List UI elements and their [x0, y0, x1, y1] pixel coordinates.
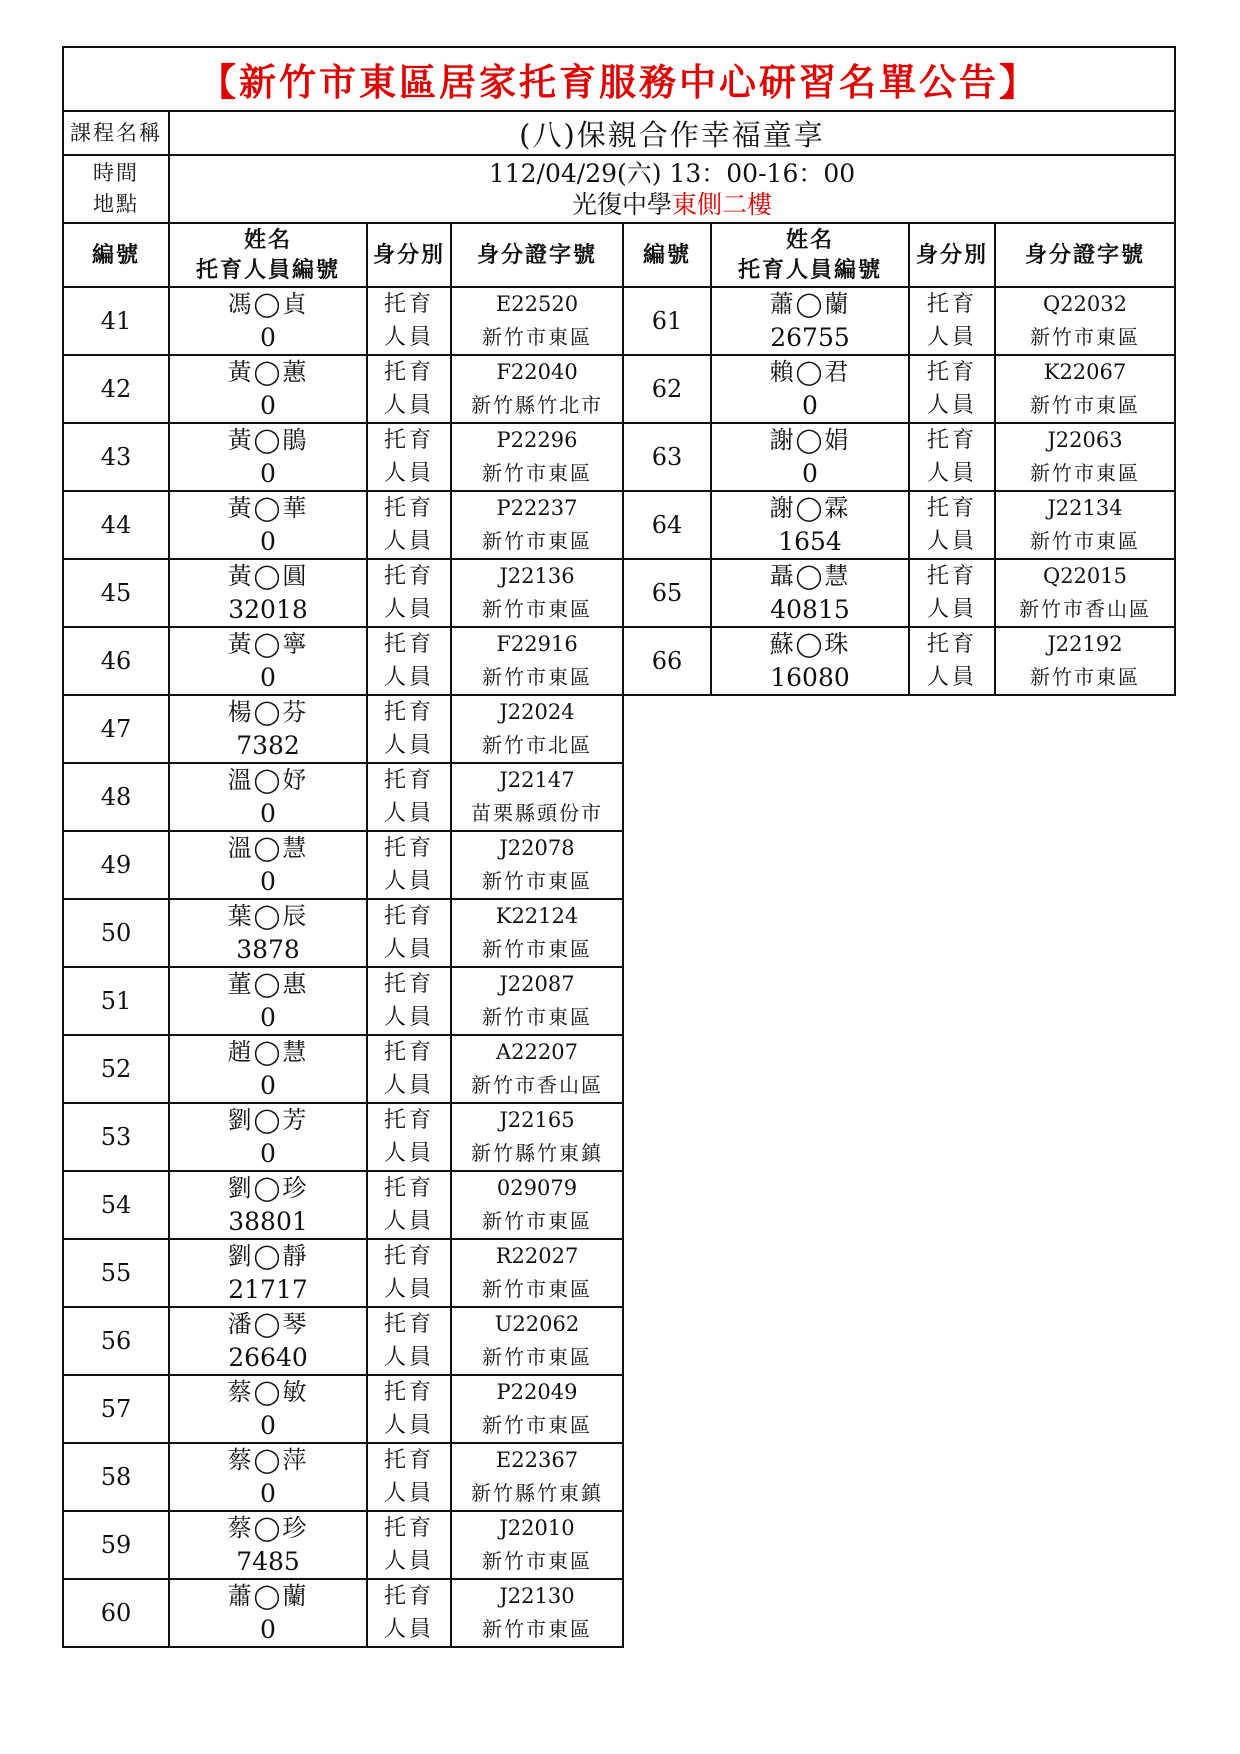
role-line1: 托育: [383, 1244, 434, 1269]
participant-id-cell: [995, 559, 1175, 627]
participant-name-cell: [169, 1035, 367, 1103]
role-line1: 托育: [383, 1584, 434, 1609]
role-line1: 托育: [383, 1040, 434, 1065]
participant-id-cell: [451, 1103, 623, 1171]
participant-name: 溫◯慧: [227, 834, 309, 862]
participant-name-cell: [169, 491, 367, 559]
participant-name: 董◯惠: [227, 970, 309, 998]
column-header-row: [63, 223, 1175, 287]
participant-role-cell: [367, 1579, 451, 1647]
id-number: Q22015: [1042, 564, 1128, 588]
participant-role-cell: [367, 1035, 451, 1103]
participant-name: 黃◯鵑: [227, 426, 309, 454]
residence-area: 新竹市東區: [482, 529, 592, 553]
participant-name-cell: [169, 831, 367, 899]
residence-area: 新竹市東區: [482, 665, 592, 689]
role-line2: 人員: [383, 801, 434, 826]
participant-number: 60: [63, 1579, 169, 1647]
participant-name-cell: [711, 423, 909, 491]
participant-name: 趙◯慧: [227, 1038, 309, 1066]
residence-area: 新竹市東區: [1030, 529, 1140, 553]
residence-area: 新竹市東區: [482, 325, 592, 349]
table-row: [63, 423, 1175, 491]
caregiver-code: 0: [260, 1479, 276, 1508]
course-label: 課程名稱: [63, 111, 169, 155]
id-number: P22237: [496, 496, 578, 520]
residence-area: 新竹市東區: [482, 461, 592, 485]
id-number: J22078: [499, 836, 575, 860]
caregiver-code: 0: [260, 1411, 276, 1440]
role-line1: 托育: [383, 632, 434, 657]
role-line2: 人員: [383, 1141, 434, 1166]
role-line2: 人員: [383, 393, 434, 418]
participant-role-cell: [367, 1307, 451, 1375]
participant-number: 45: [63, 559, 169, 627]
participant-role-cell: [909, 423, 995, 491]
participant-name-cell: [169, 967, 367, 1035]
residence-area: 新竹市東區: [1030, 461, 1140, 485]
participant-number: 61: [623, 287, 711, 355]
caregiver-code: 38801: [228, 1207, 308, 1236]
participant-name: 黃◯寧: [227, 630, 309, 658]
role-line1: 托育: [383, 496, 434, 521]
participant-role-cell: [367, 491, 451, 559]
participant-number: 56: [63, 1307, 169, 1375]
participant-id-cell: [451, 899, 623, 967]
table-row: [63, 287, 1175, 355]
participant-name: 葉◯辰: [227, 902, 309, 930]
participant-role-cell: [367, 967, 451, 1035]
participant-role-cell: [367, 1375, 451, 1443]
participant-name: 蘇◯珠: [769, 630, 851, 658]
role-line1: 托育: [383, 360, 434, 385]
participant-role-cell: [367, 355, 451, 423]
role-line2: 人員: [926, 393, 977, 418]
participant-number: 48: [63, 763, 169, 831]
venue-main: 光復中學: [571, 190, 672, 219]
participant-id-cell: [995, 355, 1175, 423]
participant-name-cell: [169, 627, 367, 695]
participant-name-cell: [169, 1307, 367, 1375]
participant-number: 47: [63, 695, 169, 763]
role-line1: 托育: [383, 292, 434, 317]
participant-id-cell: [451, 1035, 623, 1103]
role-line1: 托育: [383, 564, 434, 589]
participant-number: 65: [623, 559, 711, 627]
caregiver-code: 0: [260, 527, 276, 556]
id-number: J22165: [499, 1108, 575, 1132]
role-line1: 托育: [383, 836, 434, 861]
participant-name: 黃◯蕙: [227, 358, 309, 386]
role-line2: 人員: [383, 1209, 434, 1234]
id-number: 029079: [496, 1176, 578, 1200]
participant-name: 黃◯華: [227, 494, 309, 522]
participant-name: 馮◯貞: [227, 290, 309, 318]
residence-area: 新竹市東區: [482, 869, 592, 893]
role-line2: 人員: [383, 937, 434, 962]
role-line1: 托育: [383, 1176, 434, 1201]
participant-number: 55: [63, 1239, 169, 1307]
caregiver-code: 0: [260, 323, 276, 352]
role-line1: 托育: [926, 496, 977, 521]
role-line2: 人員: [383, 733, 434, 758]
header-role: 身分別: [909, 223, 995, 287]
id-number: J22130: [499, 1584, 575, 1608]
caregiver-code: 0: [260, 1071, 276, 1100]
participant-number: 58: [63, 1443, 169, 1511]
header-name-line2: 托育人員編號: [737, 257, 882, 283]
header-no: 編號: [63, 223, 169, 287]
residence-area: 苗栗縣頭份市: [471, 801, 603, 825]
participant-id-cell: [995, 423, 1175, 491]
caregiver-code: 26640: [228, 1343, 308, 1372]
id-number: R22027: [495, 1244, 579, 1268]
id-number: E22520: [495, 292, 579, 316]
participant-name-cell: [711, 559, 909, 627]
residence-area: 新竹市東區: [482, 1549, 592, 1573]
participant-name-cell: [169, 763, 367, 831]
role-line1: 托育: [926, 428, 977, 453]
participant-number: 54: [63, 1171, 169, 1239]
role-line1: 托育: [383, 700, 434, 725]
header-name: [711, 223, 909, 287]
time-place-value: [169, 155, 1175, 223]
participant-name-cell: [169, 1171, 367, 1239]
id-number: J22147: [499, 768, 575, 792]
role-line2: 人員: [383, 869, 434, 894]
participant-role-cell: [367, 1171, 451, 1239]
participant-id-cell: [451, 1579, 623, 1647]
role-line1: 托育: [383, 768, 434, 793]
table-row: [63, 491, 1175, 559]
participant-role-cell: [367, 1239, 451, 1307]
caregiver-code: 0: [260, 391, 276, 420]
participant-role-cell: [909, 559, 995, 627]
role-line2: 人員: [383, 1005, 434, 1030]
role-line2: 人員: [383, 529, 434, 554]
participant-name-cell: [711, 627, 909, 695]
participant-role-cell: [367, 899, 451, 967]
residence-area: 新竹市東區: [482, 597, 592, 621]
participant-number: 62: [623, 355, 711, 423]
participant-role-cell: [367, 1103, 451, 1171]
participant-name-cell: [169, 695, 367, 763]
venue: [170, 189, 1174, 220]
caregiver-code: 0: [260, 1139, 276, 1168]
participant-id-cell: [451, 695, 623, 763]
id-number: J22134: [1047, 496, 1123, 520]
participant-number: 66: [623, 627, 711, 695]
participant-role-cell: [367, 763, 451, 831]
participant-role-cell: [909, 627, 995, 695]
participant-id-cell: [995, 627, 1175, 695]
participant-number: 64: [623, 491, 711, 559]
caregiver-code: 1654: [778, 527, 842, 556]
participant-name: 謝◯娟: [769, 426, 851, 454]
participant-name: 劉◯珍: [227, 1174, 309, 1202]
role-line2: 人員: [926, 461, 977, 486]
participant-name: 溫◯妤: [227, 766, 309, 794]
participant-role-cell: [909, 491, 995, 559]
participant-number: 59: [63, 1511, 169, 1579]
participant-number: 41: [63, 287, 169, 355]
participant-id-cell: [451, 967, 623, 1035]
role-line2: 人員: [383, 1073, 434, 1098]
caregiver-code: 32018: [228, 595, 308, 624]
place-label: 地點: [93, 192, 139, 216]
role-line1: 托育: [383, 428, 434, 453]
header-name-line1: 姓名: [785, 227, 834, 253]
time-place-label: [63, 155, 169, 223]
caregiver-code: 16080: [770, 663, 850, 692]
participant-id-cell: [451, 559, 623, 627]
residence-area: 新竹市東區: [482, 1005, 592, 1029]
table-row: [63, 559, 1175, 627]
caregiver-code: 3878: [236, 935, 300, 964]
role-line1: 托育: [383, 904, 434, 929]
participant-number: 43: [63, 423, 169, 491]
id-number: F22916: [496, 632, 578, 656]
participant-name-cell: [169, 423, 367, 491]
table-row: [63, 695, 1175, 763]
participant-name-cell: [169, 1511, 367, 1579]
header-id: 身分證字號: [995, 223, 1175, 287]
role-line2: 人員: [383, 461, 434, 486]
id-number: K22067: [1043, 360, 1127, 384]
participant-name: 謝◯霖: [769, 494, 851, 522]
participant-role-cell: [367, 1511, 451, 1579]
caregiver-code: 7382: [236, 731, 300, 760]
residence-area: 新竹縣竹北市: [471, 393, 603, 417]
caregiver-code: 0: [260, 459, 276, 488]
caregiver-code: 26755: [770, 323, 850, 352]
residence-area: 新竹縣竹東鎮: [471, 1481, 603, 1505]
role-line2: 人員: [926, 325, 977, 350]
id-number: J22136: [499, 564, 575, 588]
participant-name-cell: [169, 899, 367, 967]
participant-number: 52: [63, 1035, 169, 1103]
participant-name-cell: [169, 287, 367, 355]
role-line2: 人員: [383, 665, 434, 690]
participant-name-cell: [711, 355, 909, 423]
participant-number: 49: [63, 831, 169, 899]
role-line2: 人員: [926, 529, 977, 554]
announcement-title: 【新竹市東區居家托育服務中心研習名單公告】: [199, 60, 1039, 104]
role-line1: 托育: [383, 1516, 434, 1541]
id-number: P22296: [496, 428, 578, 452]
role-line2: 人員: [383, 597, 434, 622]
participant-name: 蕭◯蘭: [769, 290, 851, 318]
header-id: 身分證字號: [451, 223, 623, 287]
id-number: J22063: [1047, 428, 1123, 452]
participant-name-cell: [169, 1579, 367, 1647]
participant-id-cell: [451, 1239, 623, 1307]
role-line1: 托育: [383, 1448, 434, 1473]
caregiver-code: 40815: [770, 595, 850, 624]
participant-role-cell: [367, 627, 451, 695]
residence-area: 新竹市東區: [482, 1277, 592, 1301]
participant-id-cell: [995, 287, 1175, 355]
role-line1: 托育: [383, 972, 434, 997]
header-name-line1: 姓名: [243, 227, 292, 253]
caregiver-code: 21717: [228, 1275, 308, 1304]
time-label: 時間: [93, 161, 139, 185]
participant-role-cell: [909, 355, 995, 423]
participant-id-cell: [451, 1171, 623, 1239]
id-number: P22049: [496, 1380, 578, 1404]
table-row: [63, 627, 1175, 695]
caregiver-code: 0: [260, 867, 276, 896]
participant-name: 蔡◯珍: [227, 1514, 309, 1542]
role-line2: 人員: [383, 1617, 434, 1642]
participant-id-cell: [451, 831, 623, 899]
role-line1: 托育: [926, 632, 977, 657]
participant-id-cell: [451, 1511, 623, 1579]
participant-id-cell: [451, 491, 623, 559]
role-line1: 托育: [383, 1108, 434, 1133]
participant-number: 46: [63, 627, 169, 695]
role-line2: 人員: [383, 1413, 434, 1438]
participant-name: 劉◯芳: [227, 1106, 309, 1134]
caregiver-code: 7485: [236, 1547, 300, 1576]
header-name: [169, 223, 367, 287]
id-number: J22024: [499, 700, 575, 724]
participant-number: 42: [63, 355, 169, 423]
role-line2: 人員: [383, 1549, 434, 1574]
participant-name: 賴◯君: [769, 358, 851, 386]
participant-number: 53: [63, 1103, 169, 1171]
id-number: J22010: [499, 1516, 575, 1540]
participant-name-cell: [169, 1375, 367, 1443]
role-line2: 人員: [383, 1277, 434, 1302]
residence-area: 新竹市東區: [482, 1617, 592, 1641]
role-line2: 人員: [383, 325, 434, 350]
role-line2: 人員: [926, 665, 977, 690]
participant-role-cell: [367, 1443, 451, 1511]
caregiver-code: 0: [802, 391, 818, 420]
residence-area: 新竹市東區: [482, 1413, 592, 1437]
participant-name-cell: [169, 1103, 367, 1171]
course-name: (八)保親合作幸福童享: [169, 111, 1175, 155]
residence-area: 新竹市東區: [482, 1209, 592, 1233]
participant-name-cell: [169, 1239, 367, 1307]
participant-role-cell: [909, 287, 995, 355]
residence-area: 新竹縣竹東鎮: [471, 1141, 603, 1165]
role-line2: 人員: [383, 1345, 434, 1370]
residence-area: 新竹市香山區: [471, 1073, 603, 1097]
participant-name: 蔡◯敏: [227, 1378, 309, 1406]
id-number: A22207: [496, 1040, 578, 1064]
participant-id-cell: [451, 1307, 623, 1375]
caregiver-code: 0: [802, 459, 818, 488]
role-line1: 托育: [383, 1312, 434, 1337]
participant-number: 44: [63, 491, 169, 559]
participant-number: 51: [63, 967, 169, 1035]
caregiver-code: 0: [260, 1615, 276, 1644]
participant-role-cell: [367, 695, 451, 763]
id-number: Q22032: [1042, 292, 1128, 316]
participant-name-cell: [169, 355, 367, 423]
announcement-title-cell: [63, 47, 1175, 111]
venue-highlight: 東側二樓: [672, 190, 773, 219]
participant-role-cell: [367, 559, 451, 627]
header-name-line2: 托育人員編號: [195, 257, 340, 283]
participant-role-cell: [367, 831, 451, 899]
caregiver-code: 0: [260, 1003, 276, 1032]
participant-id-cell: [451, 627, 623, 695]
participant-name: 蔡◯萍: [227, 1446, 309, 1474]
participant-id-cell: [451, 1375, 623, 1443]
participant-roster-table: [62, 46, 1176, 1648]
role-line2: 人員: [926, 597, 977, 622]
participant-id-cell: [451, 355, 623, 423]
participant-id-cell: [451, 763, 623, 831]
empty-area: [623, 695, 1175, 1647]
participant-name-cell: [169, 559, 367, 627]
participant-id-cell: [995, 491, 1175, 559]
datetime: 112/04/29(六) 13：00-16：00: [488, 159, 856, 188]
id-number: F22040: [496, 360, 578, 384]
role-line1: 托育: [926, 292, 977, 317]
caregiver-code: 0: [260, 663, 276, 692]
participant-id-cell: [451, 423, 623, 491]
role-line1: 托育: [383, 1380, 434, 1405]
participant-name-cell: [169, 1443, 367, 1511]
participant-number: 57: [63, 1375, 169, 1443]
participant-name-cell: [711, 287, 909, 355]
participant-name: 楊◯芬: [227, 698, 309, 726]
residence-area: 新竹市東區: [482, 937, 592, 961]
role-line1: 托育: [926, 564, 977, 589]
residence-area: 新竹市東區: [1030, 665, 1140, 689]
residence-area: 新竹市香山區: [1019, 597, 1151, 621]
participant-id-cell: [451, 287, 623, 355]
participant-name: 劉◯靜: [227, 1242, 309, 1270]
id-number: J22087: [499, 972, 575, 996]
id-number: U22062: [494, 1312, 580, 1336]
residence-area: 新竹市東區: [1030, 393, 1140, 417]
participant-role-cell: [367, 423, 451, 491]
header-role: 身分別: [367, 223, 451, 287]
participant-number: 63: [623, 423, 711, 491]
participant-id-cell: [451, 1443, 623, 1511]
participant-name: 黃◯圓: [227, 562, 309, 590]
header-no: 編號: [623, 223, 711, 287]
participant-name: 蕭◯蘭: [227, 1582, 309, 1610]
id-number: J22192: [1047, 632, 1123, 656]
table-row: [63, 355, 1175, 423]
participant-number: 50: [63, 899, 169, 967]
participant-role-cell: [367, 287, 451, 355]
participant-name: 潘◯琴: [227, 1310, 309, 1338]
participant-name: 聶◯慧: [769, 562, 851, 590]
id-number: E22367: [495, 1448, 579, 1472]
residence-area: 新竹市北區: [482, 733, 592, 757]
role-line1: 托育: [926, 360, 977, 385]
id-number: K22124: [495, 904, 579, 928]
residence-area: 新竹市東區: [1030, 325, 1140, 349]
residence-area: 新竹市東區: [482, 1345, 592, 1369]
role-line2: 人員: [383, 1481, 434, 1506]
caregiver-code: 0: [260, 799, 276, 828]
participant-name-cell: [711, 491, 909, 559]
